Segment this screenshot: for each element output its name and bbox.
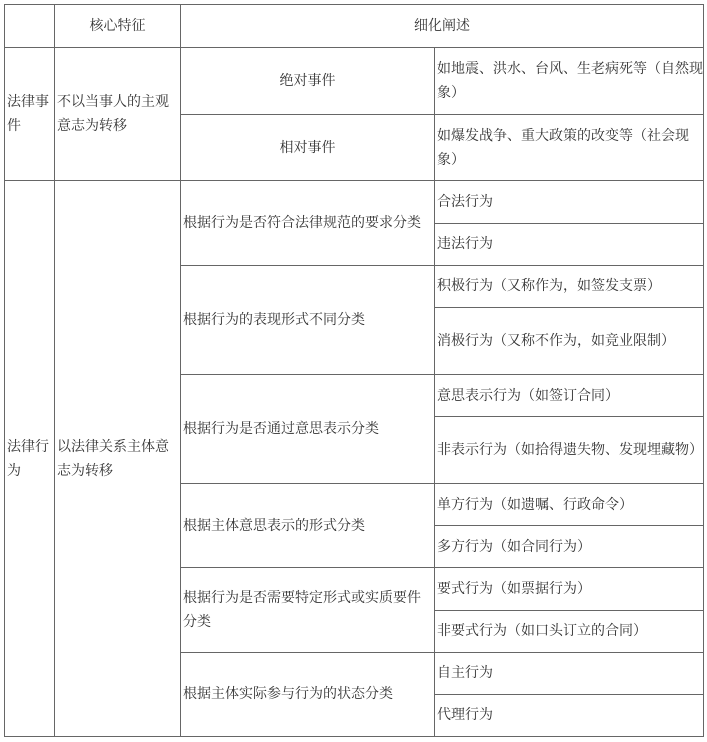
act-basis: 根据行为是否通过意思表示分类 bbox=[181, 374, 435, 483]
act-item: 积极行为（又称作为，如签发支票） bbox=[435, 265, 704, 307]
act-item: 要式行为（如票据行为） bbox=[435, 568, 704, 610]
act-item: 意思表示行为（如签订合同） bbox=[435, 374, 704, 416]
act-feature: 以法律关系主体意志为转移 bbox=[55, 181, 181, 737]
act-basis: 根据行为是否需要特定形式或实质要件分类 bbox=[181, 568, 435, 652]
header-feature: 核心特征 bbox=[55, 5, 181, 48]
header-blank-cell bbox=[5, 5, 55, 48]
act-item: 违法行为 bbox=[435, 223, 704, 265]
act-item: 单方行为（如遗嘱、行政命令） bbox=[435, 484, 704, 526]
legal-facts-table bbox=[4, 4, 704, 737]
act-category: 法律行为 bbox=[5, 181, 55, 737]
act-row bbox=[5, 181, 704, 223]
event-type: 绝对事件 bbox=[181, 48, 435, 115]
header-row bbox=[5, 5, 704, 48]
act-item: 自主行为 bbox=[435, 652, 704, 694]
act-item: 代理行为 bbox=[435, 694, 704, 736]
event-category: 法律事件 bbox=[5, 48, 55, 181]
event-detail: 如地震、洪水、台风、生老病死等（自然现象） bbox=[435, 48, 704, 115]
event-row bbox=[5, 48, 704, 115]
header-detail: 细化阐述 bbox=[181, 5, 704, 48]
event-type: 相对事件 bbox=[181, 115, 435, 181]
act-item: 消极行为（又称不作为，如竞业限制） bbox=[435, 307, 704, 374]
act-basis: 根据主体实际参与行为的状态分类 bbox=[181, 652, 435, 736]
act-item: 非要式行为（如口头订立的合同） bbox=[435, 610, 704, 652]
event-detail: 如爆发战争、重大政策的改变等（社会现象） bbox=[435, 115, 704, 181]
act-item: 非表示行为（如拾得遗失物、发现埋藏物） bbox=[435, 417, 704, 484]
act-basis: 根据行为是否符合法律规范的要求分类 bbox=[181, 181, 435, 265]
act-item: 多方行为（如合同行为） bbox=[435, 526, 704, 568]
act-item: 合法行为 bbox=[435, 181, 704, 223]
event-feature: 不以当事人的主观意志为转移 bbox=[55, 48, 181, 181]
act-basis: 根据行为的表现形式不同分类 bbox=[181, 265, 435, 374]
act-basis: 根据主体意思表示的形式分类 bbox=[181, 484, 435, 568]
